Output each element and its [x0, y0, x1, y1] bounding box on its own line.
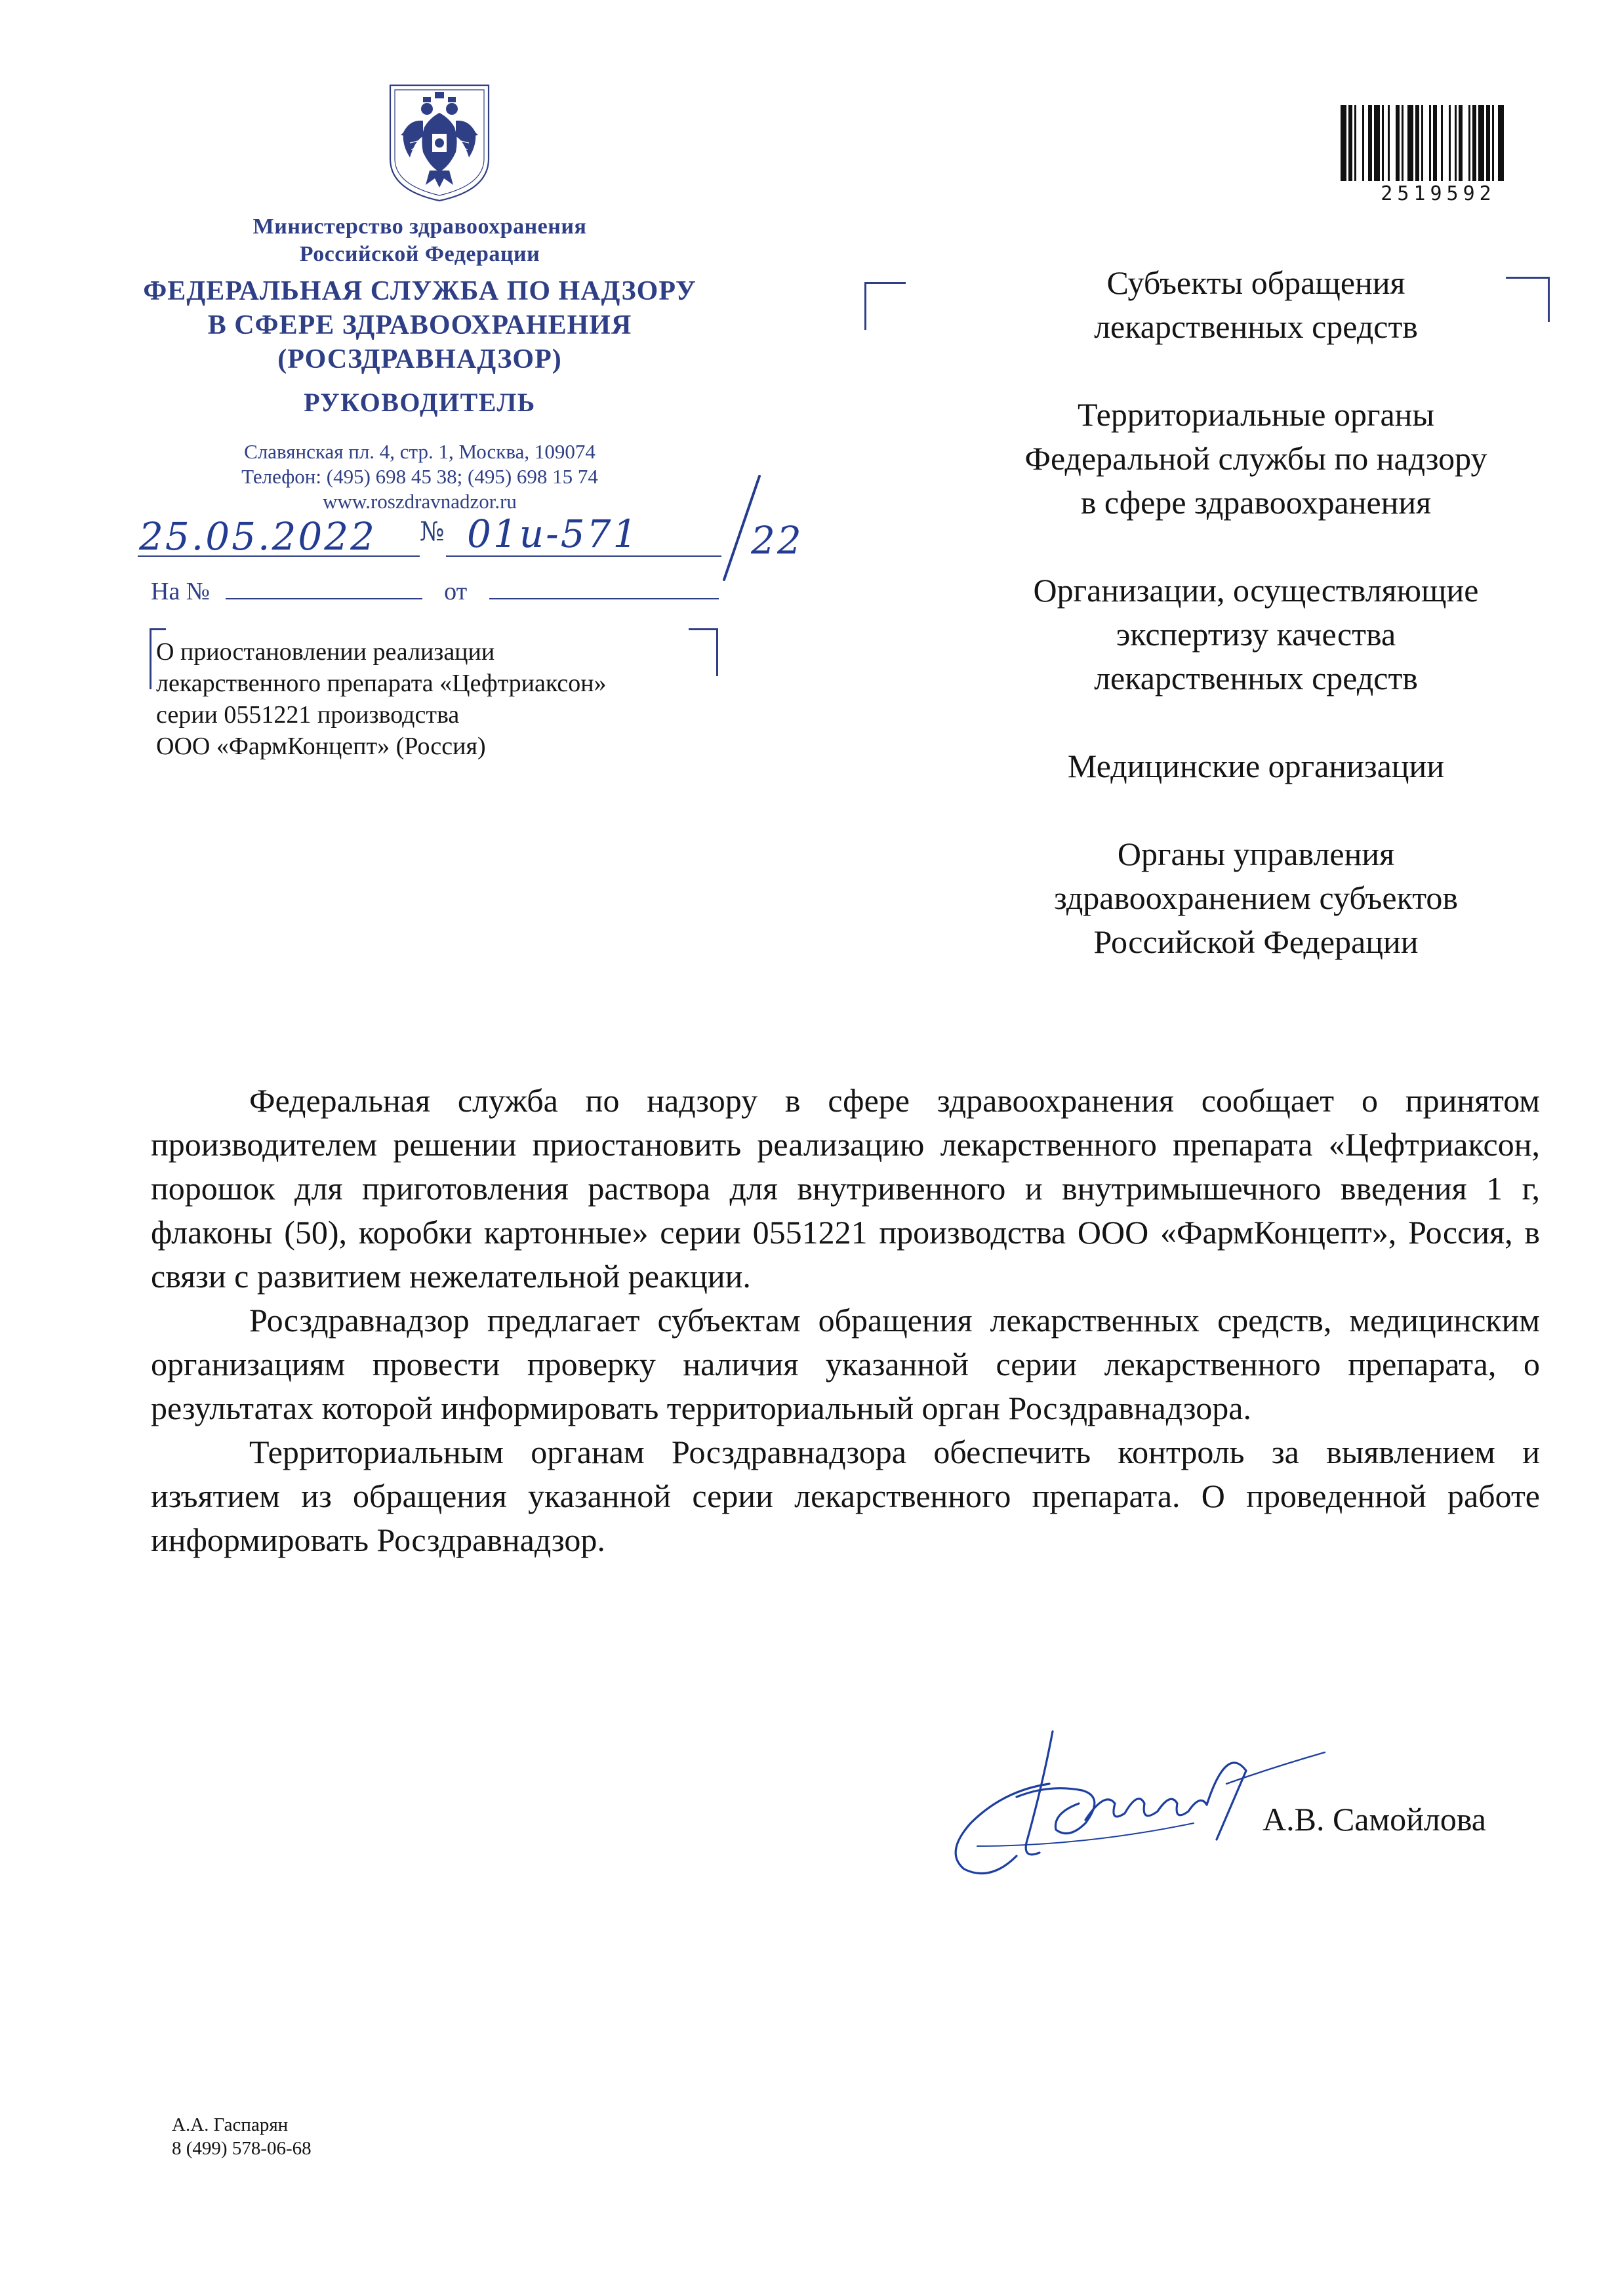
- coat-of-arms-emblem: [384, 80, 495, 203]
- recipient-line: Субъекты обращения: [1106, 264, 1405, 301]
- service-line-3: (РОСЗДРАВНАДЗОР): [277, 344, 562, 374]
- barcode-bar: [1374, 105, 1380, 181]
- website: www.roszdravnadzor.ru: [323, 490, 517, 513]
- barcode-bar: [1407, 105, 1413, 181]
- barcode-bar: [1396, 105, 1400, 181]
- recipient-line: Российской Федерации: [1093, 923, 1419, 960]
- body-paragraph-1: Федеральная служба по надзору в сфере здравоохранения сообщает о принятом производителем решении приостановить реализацию лекарственного препарата «Цефтриаксон, порошок для приготовления раствора для внутривенного и внутримышечного введения 1 г, флаконы (50), коробки картонные» серии 0551221 производства ООО «ФармКонцепт», Россия, в связи с развитием нежелательной реакции.: [151, 1082, 1540, 1295]
- recipient-block: [931, 744, 1581, 788]
- barcode-bar: [1455, 105, 1457, 181]
- registration-number: 01и-571: [467, 512, 639, 556]
- barcode-bar: [1478, 105, 1484, 181]
- reference-number-blank: [226, 593, 422, 599]
- registration-date: 25.05.2022: [139, 514, 377, 559]
- subject-line-2: лекарственного препарата «Цефтриаксон»: [156, 670, 607, 697]
- barcode-bar: [1348, 105, 1352, 181]
- barcode-bar: [1498, 105, 1504, 181]
- body-paragraph-3: Территориальным органам Росздравнадзора обеспечить контроль за выявлением и изъятием из обращения указанной серии лекарственного препарата. О проведенной работе информировать Росздравнадзор.: [151, 1434, 1540, 1558]
- executor-block: [172, 2113, 312, 2160]
- barcode-bar: [1433, 105, 1437, 181]
- recipient-line: Медицинские организации: [1067, 748, 1445, 784]
- barcode-bar: [1362, 105, 1364, 181]
- barcode-bar: [1368, 105, 1372, 181]
- addressee-bracket-left: [864, 282, 906, 330]
- recipient-line: Территориальные органы: [1077, 396, 1435, 433]
- barcode-bar: [1429, 105, 1431, 181]
- barcode-bar: [1388, 105, 1390, 181]
- barcode-bar: [1415, 105, 1419, 181]
- signer-name: А.В. Самойлова: [1262, 1801, 1486, 1838]
- recipient-block: [931, 832, 1581, 964]
- recipient-line: здравоохранением субъектов: [1053, 879, 1459, 916]
- service-line-1: ФЕДЕРАЛЬНАЯ СЛУЖБА ПО НАДЗОРУ: [143, 276, 697, 306]
- recipient-line: лекарственных средств: [1094, 308, 1418, 345]
- letter-subject: [156, 636, 607, 762]
- letter-body: [151, 1079, 1540, 1562]
- recipient-line: Федеральной службы по надзору: [1024, 440, 1487, 477]
- reference-date-blank: [489, 593, 719, 599]
- subject-bracket-right: [689, 628, 718, 676]
- barcode-bar: [1382, 105, 1384, 181]
- recipient-line: экспертизу качества: [1116, 616, 1396, 653]
- phone: Телефон: (495) 698 45 38; (495) 698 15 74: [241, 465, 598, 488]
- ministry-line-2: Российской Федерации: [299, 242, 540, 266]
- registration-year-suffix: 22: [751, 518, 803, 563]
- barcode: [1339, 105, 1537, 181]
- barcode-bar: [1468, 105, 1470, 181]
- recipient-line: Организации, осуществляющие: [1033, 572, 1479, 609]
- reference-from-label: от: [444, 578, 468, 605]
- address: Славянская пл. 4, стр. 1, Москва, 109074: [244, 440, 596, 463]
- recipient-line: Органы управления: [1117, 836, 1395, 872]
- recipient-block: [931, 569, 1581, 700]
- ministry-line-1: Министерство здравоохранения: [253, 214, 587, 239]
- barcode-bar: [1354, 105, 1356, 181]
- service-name: [131, 274, 708, 376]
- ministry-name: [131, 213, 708, 268]
- executor-name: А.А. Гаспарян: [172, 2114, 289, 2135]
- reference-on-label: На №: [151, 578, 211, 605]
- contact-block: [131, 439, 708, 514]
- recipient-line: лекарственных средств: [1094, 660, 1418, 696]
- recipient-line: в сфере здравоохранения: [1080, 484, 1432, 521]
- service-line-2: В СФЕРЕ ЗДРАВООХРАНЕНИЯ: [207, 310, 632, 340]
- recipient-block: [931, 393, 1581, 525]
- barcode-bar: [1492, 105, 1494, 181]
- recipient-block: [931, 261, 1581, 349]
- barcode-bar: [1441, 105, 1443, 181]
- body-paragraph-2: Росздравнадзор предлагает субъектам обращения лекарственных средств, медицинским организациям провести проверку наличия указанной серии лекарственного препарата, о результатах которой информировать территориальный орган Росздравнадзора.: [151, 1302, 1540, 1426]
- registration-number-sign: №: [420, 517, 447, 547]
- head-title: РУКОВОДИТЕЛЬ: [304, 388, 536, 417]
- barcode-bar: [1341, 105, 1346, 181]
- subject-line-3: серии 0551221 производства: [156, 701, 460, 729]
- barcode-bar: [1421, 105, 1423, 181]
- subject-line-4: ООО «ФармКонцепт» (Россия): [156, 733, 486, 760]
- barcode-bar: [1486, 105, 1490, 181]
- barcode-bar: [1472, 105, 1476, 181]
- barcode-bar: [1402, 105, 1404, 181]
- barcode-number: 2519592: [1381, 182, 1496, 205]
- executor-phone: 8 (499) 578-06-68: [172, 2138, 312, 2159]
- registration-underline: [131, 550, 826, 563]
- barcode-bar: [1449, 105, 1451, 181]
- reference-line: [151, 577, 719, 606]
- subject-line-1: О приостановлении реализации: [156, 638, 495, 666]
- recipients-list: [931, 261, 1581, 1008]
- barcode-bar: [1459, 105, 1463, 181]
